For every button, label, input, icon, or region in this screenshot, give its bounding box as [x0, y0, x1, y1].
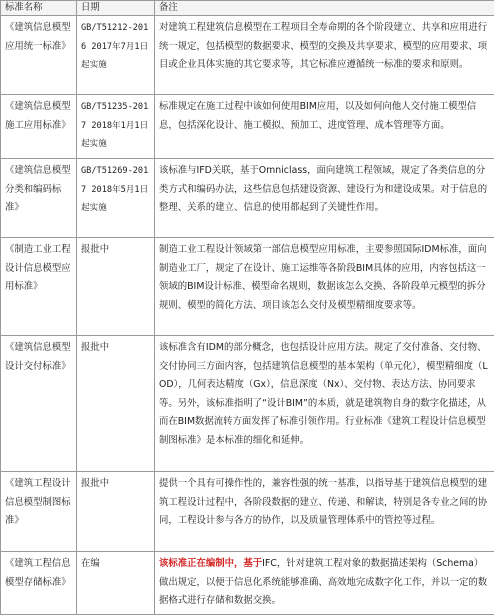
- standard-date: 报批中: [77, 336, 155, 472]
- table-row: [1, 552, 494, 615]
- table-row: [1, 472, 494, 552]
- header-date: 日期: [77, 1, 155, 16]
- standard-name: 《建筑信息模型施工应用标准》: [1, 95, 77, 159]
- table-row: [1, 16, 494, 95]
- standard-name: 《建筑信息模型应用统一标准》: [1, 16, 77, 95]
- standard-remarks: 该标准含有IDM的部分概念，也包括设计应用方法。规定了交付准备、交付物、交付协同三方面内容，包括建筑信息模型的基本架构（单元化），模型精细度（LOD），几何表达精度（Gx），信息深度（Nx）、交付物、表达方法、协同要求等。另外，该标准指明了“设计BIM”的本质，就是建筑物自身的数字化描述，从而在BIM数据流转方面发挥了标准引领作用。行业标准《建筑工程设计信息模型制图标准》是本标准的细化和延伸。: [155, 336, 494, 472]
- standard-date: GB/T51212-2016 2017年7月1日起实施: [77, 16, 155, 95]
- standard-remarks: 制造工业工程设计领域第一部信息模型应用标准，主要参照国际IDM标准，面向制造业工厂，规定了在设计、施工运维等各阶段BIM具体的应用，内容包括这一领域的BIM设计标准、模型命名规则，数据该怎么交换、各阶段单元模型的拆分规则、模型的简化方法、项目该怎么交付及模型精细度要求等。: [155, 238, 494, 336]
- header-standard-name: 标准名称: [1, 1, 77, 16]
- standard-remarks: [155, 552, 494, 615]
- standard-remarks: 对建筑工程建筑信息模型在工程项目全寿命期的各个阶段建立、共享和应用进行统一规定，包括模型的数据要求、模型的交换及共享要求、模型的应用要求、项目或企业具体实施的其它要求等，其它标准应遵循统一标准的要求和原则。: [155, 16, 494, 95]
- remarks-text: IFC，针对建筑工程对象的数据描述架构（Schema）做出规定，以便于信息化系统能够准确、高效地完成数字化工作，并以一定的数据格式进行存储和数据交换。: [159, 558, 487, 606]
- standard-remarks: 该标准与IFD关联，基于Omniclass，面向建筑工程领域，规定了各类信息的分类方式和编码办法，这些信息包括建设资源、建设行为和建设成果。对于信息的整理、关系的建立、信息的使用都起到了关键性作用。: [155, 159, 494, 238]
- table-row: [1, 159, 494, 238]
- standard-remarks: 标准规定在施工过程中该如何使用BIM应用，以及如何向他人交付施工模型信息，包括深化设计、施工模拟、预加工、进度管理、成本管理等方面。: [155, 95, 494, 159]
- standard-name: 《建筑工程信息模型存储标准》: [1, 552, 77, 615]
- standard-date: GB/T51235-2017 2018年1月1日起实施: [77, 95, 155, 159]
- standard-name: 《建筑信息模型分类和编码标准》: [1, 159, 77, 238]
- standard-name: 《建筑信息模型设计交付标准》: [1, 336, 77, 472]
- header-row: [1, 1, 494, 16]
- standard-name: 《建筑工程设计信息模型制图标准》: [1, 472, 77, 552]
- standard-date: 报批中: [77, 472, 155, 552]
- standard-name: 《制造工业工程设计信息模型应用标准》: [1, 238, 77, 336]
- standard-remarks: 提供一个具有可操作性的，兼容性强的统一基准，以指导基于建筑信息模型的建筑工程设计过程中，各阶段数据的建立、传递、和解读，特别是各专业之间的协同，工程设计参与各方的协作，以及质量管理体系中的管控等过程。: [155, 472, 494, 552]
- standard-date: 报批中: [77, 238, 155, 336]
- table-row: [1, 95, 494, 159]
- standard-date: GB/T51269-2017 2018年5月1日起实施: [77, 159, 155, 238]
- table-row: [1, 238, 494, 336]
- standard-date: 在编: [77, 552, 155, 615]
- table-row: [1, 336, 494, 472]
- remarks-highlight: 该标准正在编制中，基于: [159, 558, 262, 569]
- header-remarks: 备注: [155, 1, 494, 16]
